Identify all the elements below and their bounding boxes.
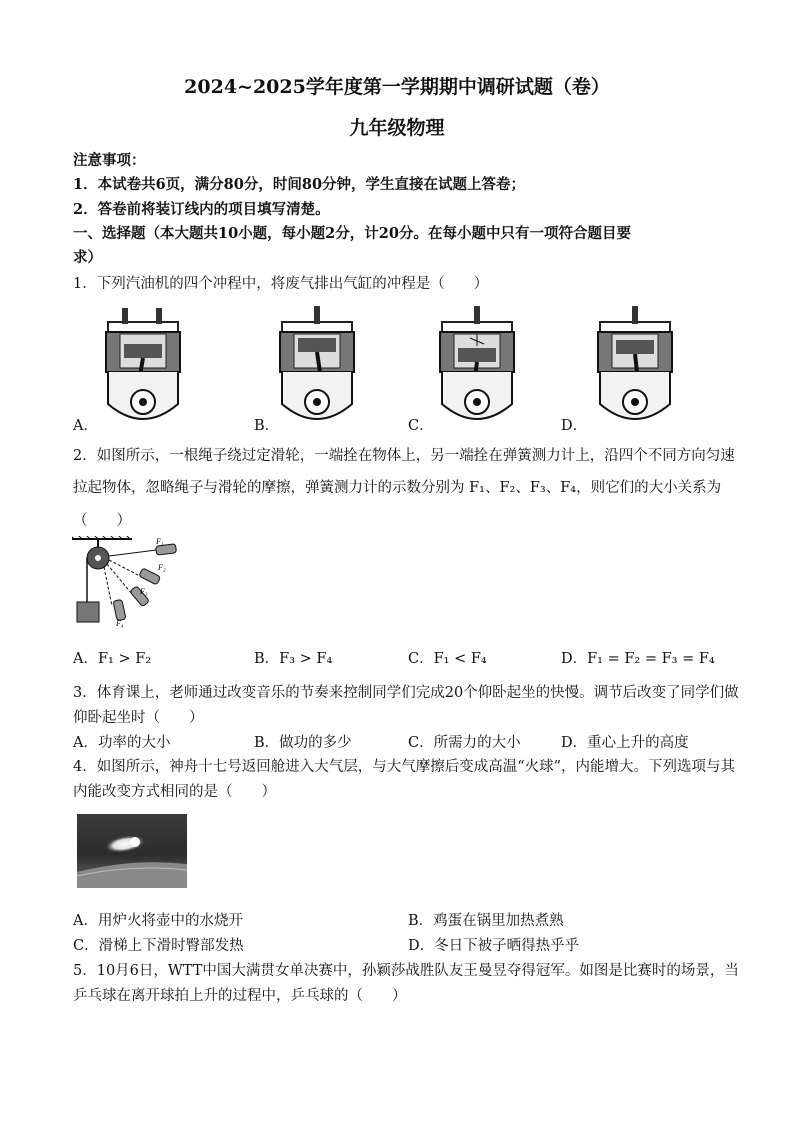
q4-stem-cont: 内能改变方式相同的是（ ） xyxy=(73,784,276,800)
section-heading-cont: 求） xyxy=(73,249,102,266)
q2-option-b[interactable]: B．F₃ > F₄ xyxy=(254,651,333,667)
notes-heading: 注意事项： xyxy=(73,152,146,169)
q2-stem: 2．如图所示，一根绳子绕过定滑轮，一端拴在物体上，另一端拴在弹簧测力计上，沿四个不同方向匀速 xyxy=(73,448,735,464)
q1-stem: 1．下列汽油机的四个冲程中，将废气排出气缸的冲程是（ ） xyxy=(73,276,489,292)
q4-option-a[interactable]: A．用炉火将壶中的水烧开 xyxy=(73,913,243,929)
q2-option-a[interactable]: A．F₁ > F₂ xyxy=(73,651,152,667)
q3-option-c[interactable]: C．所需力的大小 xyxy=(408,735,521,751)
engine-figure-d xyxy=(590,304,680,426)
engine-figure-c xyxy=(432,304,522,426)
q5-stem-cont: 乒乓球在离开球拍上升的过程中，乒乓球的（ ） xyxy=(73,988,407,1004)
q3-option-d[interactable]: D．重心上升的高度 xyxy=(561,735,689,751)
notes-item: 1．本试卷共6页，满分80分，时间80分钟，学生直接在试题上答卷； xyxy=(73,176,526,193)
q2-stem-cont: 拉起物体，忽略绳子与滑轮的摩擦，弹簧测力计的示数分别为 F₁、F₂、F₃、F₄，则它们的大小关系为 xyxy=(73,480,722,496)
q2-option-c[interactable]: C．F₁ < F₄ xyxy=(408,651,487,667)
q4-option-d[interactable]: D．冬日下被子晒得热乎乎 xyxy=(408,938,580,954)
pulley-label-f4: F₄ xyxy=(116,619,124,628)
engine-figure-b xyxy=(272,304,362,426)
pulley-figure xyxy=(72,536,184,628)
pulley-label-f1: F₁ xyxy=(156,537,164,546)
section-heading: 一、选择题（本大题共10小题，每小题2分，计20分。在每小题中只有一项符合题目要 xyxy=(73,225,631,242)
engine-figure-a xyxy=(98,304,188,426)
q3-stem: 3．体育课上，老师通过改变音乐的节奏来控制同学们完成20个仰卧起坐的快慢。调节后改变了同学们做 xyxy=(73,685,739,701)
reentry-capsule-photo xyxy=(77,814,187,888)
notes-item: 2．答卷前将装订线内的项目填写清楚。 xyxy=(73,201,330,218)
exam-title: 2024~2025学年度第一学期期中调研试题（卷） xyxy=(184,76,610,98)
q2-option-d[interactable]: D．F₁ = F₂ = F₃ = F₄ xyxy=(561,651,715,667)
q1-option-d[interactable]: D． xyxy=(561,418,588,434)
exam-subtitle: 九年级物理 xyxy=(349,117,445,139)
q4-option-b[interactable]: B．鸡蛋在锅里加热煮熟 xyxy=(408,913,564,929)
q4-option-c[interactable]: C．滑梯上下滑时臀部发热 xyxy=(73,938,244,954)
q1-option-b[interactable]: B． xyxy=(254,418,280,434)
q3-option-b[interactable]: B．做功的多少 xyxy=(254,735,352,751)
q2-stem-paren: （ ） xyxy=(73,513,131,529)
q4-stem: 4．如图所示，神舟十七号返回舱进入大气层，与大气摩擦后变成高温“火球”，内能增大。下列选项与其 xyxy=(73,759,736,775)
pulley-label-f2: F₂ xyxy=(158,563,166,572)
q3-option-a[interactable]: A．功率的大小 xyxy=(73,735,171,751)
q3-stem-cont: 仰卧起坐时（ ） xyxy=(73,710,204,726)
q1-option-c[interactable]: C． xyxy=(408,418,434,434)
q5-stem: 5．10月6日，WTT中国大满贯女单决赛中，孙颖莎战胜队友王曼昱夺得冠军。如图是比赛时的场景，当 xyxy=(73,963,739,979)
pulley-label-f3: F₃ xyxy=(140,587,148,596)
q1-option-a[interactable]: A． xyxy=(73,418,98,434)
